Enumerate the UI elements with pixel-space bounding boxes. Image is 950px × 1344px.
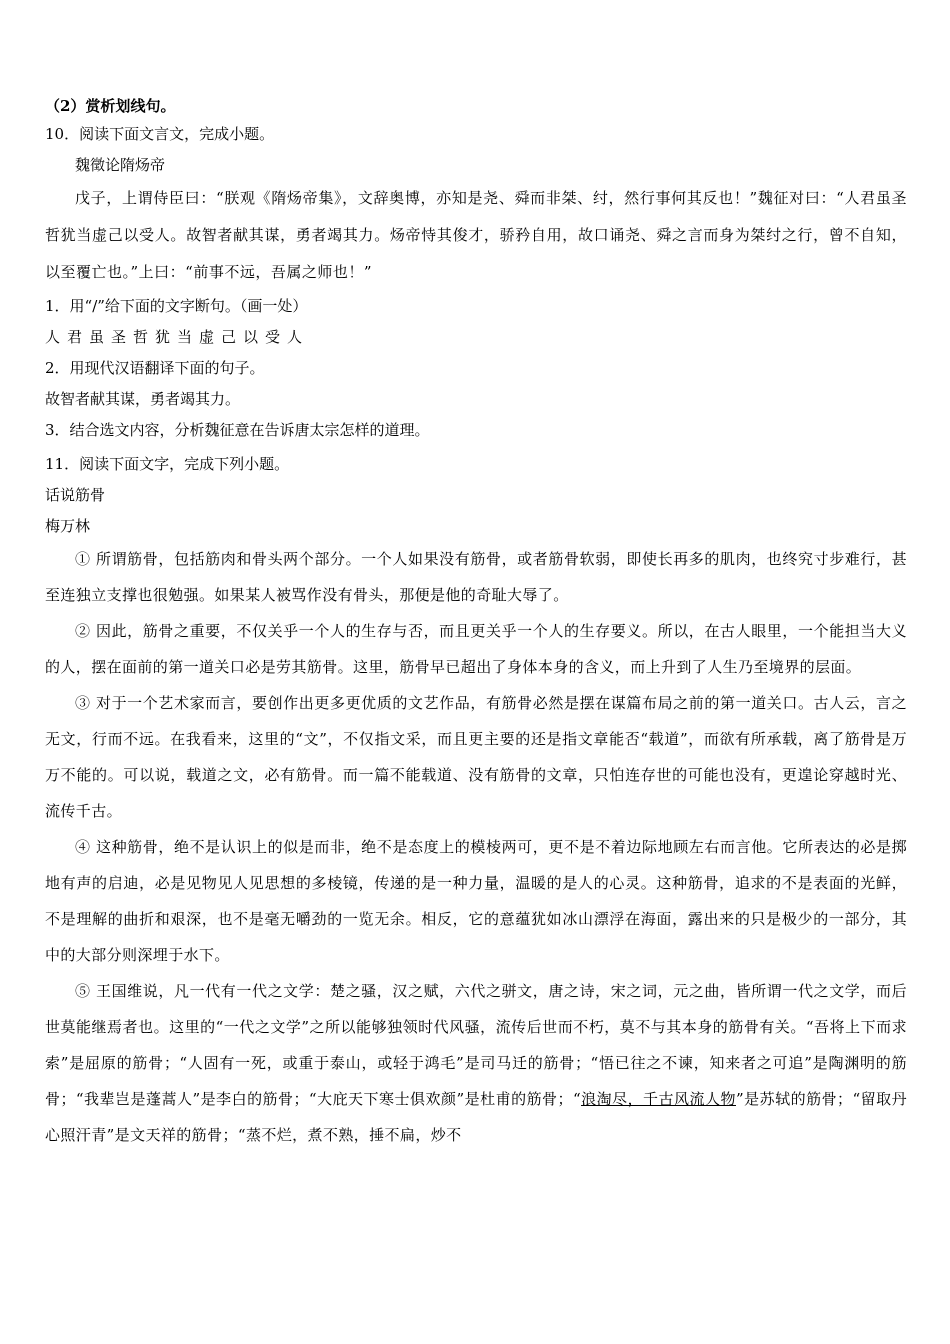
q10-question-1: 1．用“/”给下面的文字断句。（画一处） — [45, 297, 308, 315]
q11-paragraph-3: ③ 对于一个艺术家而言，要创作出更多更优质的文艺作品，有筋骨必然是摆在谋篇布局之前的第一道关口。古人云，言之无文，行而不远。在我看来，这里的“文”，不仅指文采，而且更主要的还是指文章能否“载道”，而欲有所承载，离了筋骨是万万不能的。可以说，载道之文，必有筋骨。而一篇不能载道、没有筋骨的文章，只怕连存世的可能也没有，更遑论穿越时光、流传千古。 — [45, 694, 907, 820]
q10-question-3: 3．结合选文内容，分析魏征意在告诉唐太宗怎样的道理。 — [45, 421, 430, 439]
q10-question-1-text: 人君虽圣哲犹当虚己以受人 — [45, 328, 310, 346]
q9-subquestion-2: （2）赏析划线句。 — [45, 97, 176, 115]
q10-header: 10．阅读下面文言文，完成小题。 — [45, 125, 275, 143]
q11-passage-title: 话说筋骨 — [45, 486, 106, 504]
q11-paragraph-5-part-b: ”是苏轼的筋骨；“留取丹心照汗青”是文天祥的筋骨；“蒸不烂，煮不熟，捶不扁，炒不 — [45, 1090, 907, 1144]
q11-paragraph-2: ② 因此，筋骨之重要，不仅关乎一个人的生存与否，而且更关乎一个人的生存要义。所以，在古人眼里，一个能担当大义的人，摆在面前的第一道关口必是劳其筋骨。这里，筋骨早已超出了身体本身的含义，而上升到了人生乃至境界的层面。 — [45, 622, 907, 676]
q10-question-2: 2．用现代汉语翻译下面的句子。 — [45, 359, 265, 377]
q11-paragraph-5 — [45, 973, 907, 1153]
q11-paragraph-4: ④ 这种筋骨，绝不是认识上的似是而非，绝不是态度上的模棱两可，更不是不着边际地顾左右而言他。它所表达的必是掷地有声的启迪，必是见物见人见思想的多棱镜，传递的是一种力量，温暖的是人的心灵。这种筋骨，追求的不是表面的光鲜，不是理解的曲折和艰深，也不是毫无嚼劲的一览无余。相反，它的意蕴犹如冰山漂浮在海面，露出来的只是极少的一部分，其中的大部分则深埋于水下。 — [45, 838, 907, 964]
q11-underlined-sentence: 浪淘尽，千古风流人物 — [581, 1090, 736, 1108]
q11-paragraph-5-part-a: ⑤ 王国维说，凡一代有一代之文学：楚之骚，汉之赋，六代之骈文，唐之诗，宋之词，元之曲，皆所谓一代之文学，而后世莫能继焉者也。这里的“一代之文学”之所以能够独领时代风骚，流传后世而不朽，莫不与其本身的筋骨有关。“吾将上下而求索”是屈原的筋骨；“人固有一死，或重于泰山，或轻于鸿毛”是司马迁的筋骨；“悟已往之不谏，知来者之可追”是陶渊明的筋骨；“我辈岂是蓬蒿人”是李白的筋骨；“大庇天下寒士俱欢颜”是杜甫的筋骨；“ — [45, 982, 907, 1108]
q11-author: 梅万林 — [45, 517, 91, 535]
q11-header: 11．阅读下面文字，完成下列小题。 — [45, 455, 290, 473]
q11-paragraph-1: ① 所谓筋骨，包括筋肉和骨头两个部分。一个人如果没有筋骨，或者筋骨软弱，即使长再多的肌肉，也终究寸步难行，甚至连独立支撑也很勉强。如果某人被骂作没有骨头，那便是他的奇耻大辱了。 — [45, 550, 907, 604]
q10-passage-title: 魏徵论隋炀帝 — [75, 156, 166, 174]
q10-question-2-text: 故智者献其谋，勇者竭其力。 — [45, 390, 241, 408]
q10-passage: 戊子，上谓侍臣曰：“朕观《隋炀帝集》，文辞奥博，亦知是尧、舜而非桀、纣，然行事何其反也！”魏征对曰：“人君虽圣哲犹当虚己以受人。故智者献其谋，勇者竭其力。炀帝恃其俊才，骄矜自用，故口诵尧、舜之言而身为桀纣之行，曾不自知，以至覆亡也。”上曰：“前事不远，吾属之师也！” — [45, 189, 907, 281]
document-page — [45, 96, 907, 1153]
